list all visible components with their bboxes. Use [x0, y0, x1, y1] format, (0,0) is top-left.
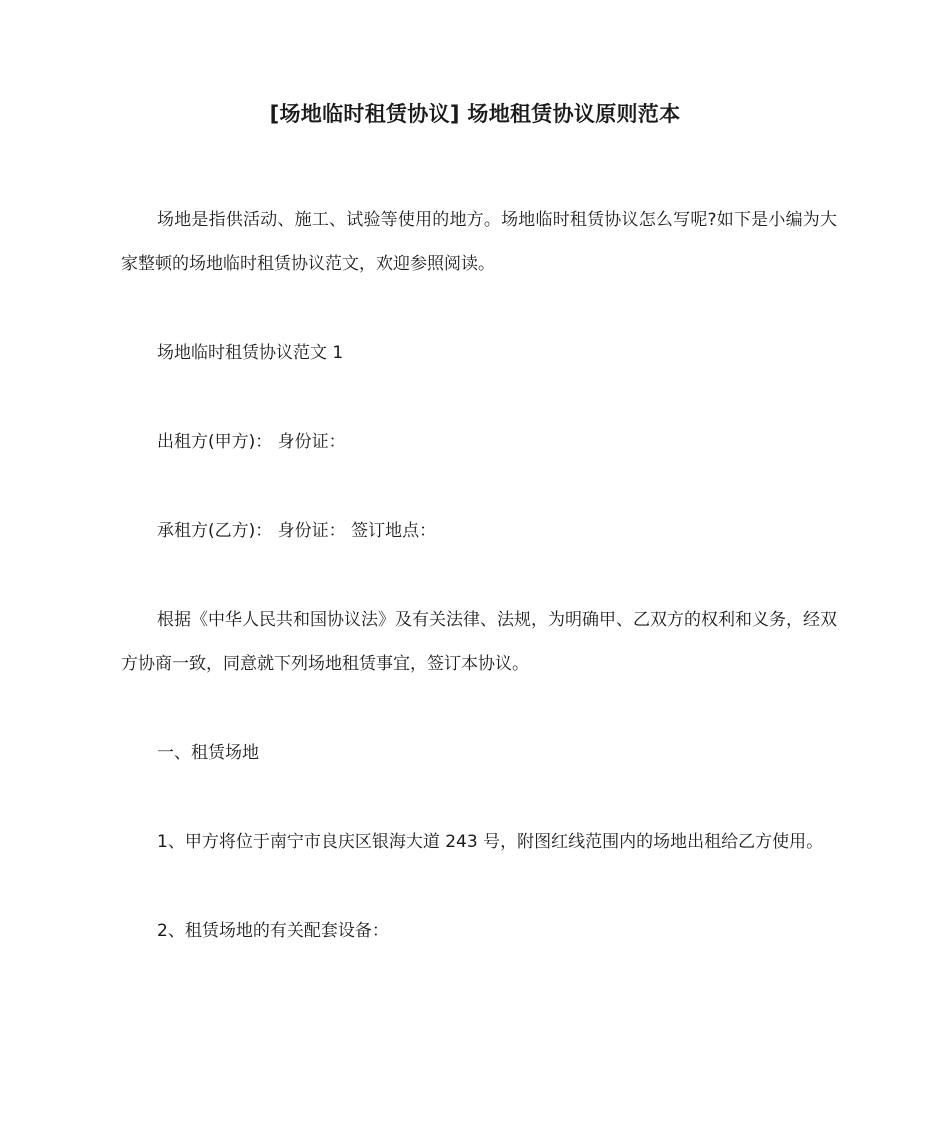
paragraph-gap — [121, 464, 837, 509]
paragraph-gap — [121, 286, 837, 331]
paragraph-gap — [121, 686, 837, 731]
paragraph-gap — [121, 553, 837, 598]
paragraph-gap — [121, 864, 837, 909]
document-body — [121, 198, 837, 953]
paragraph-gap — [121, 775, 837, 820]
intro-paragraph: 场地是指供活动、施工、试验等使用的地方。场地临时租赁协议怎么写呢?如下是小编为大家整顿的场地临时租赁协议范文，欢迎参照阅读。 — [121, 210, 837, 274]
paragraph-gap — [121, 375, 837, 420]
sample-heading: 场地临时租赁协议范文 1 — [157, 343, 344, 363]
document-title: [场地临时租赁协议] 场地租赁协议原则范本 — [269, 102, 681, 126]
basis-paragraph: 根据《中华人民共和国协议法》及有关法律、法规，为明确甲、乙双方的权利和义务，经双方协商一致，同意就下列场地租赁事宜，签订本协议。 — [121, 610, 837, 674]
clause-1: 1、甲方将位于南宁市良庆区银海大道 243 号，附图红线范围内的场地出租给乙方使用。 — [157, 832, 824, 852]
clause-2: 2、租赁场地的有关配套设备： — [157, 921, 389, 941]
lessee-line: 承租方(乙方)： 身份证： 签订地点： — [157, 521, 437, 541]
lessor-line: 出租方(甲方)： 身份证： — [157, 432, 346, 452]
section-heading: 一、租赁场地 — [157, 743, 259, 763]
